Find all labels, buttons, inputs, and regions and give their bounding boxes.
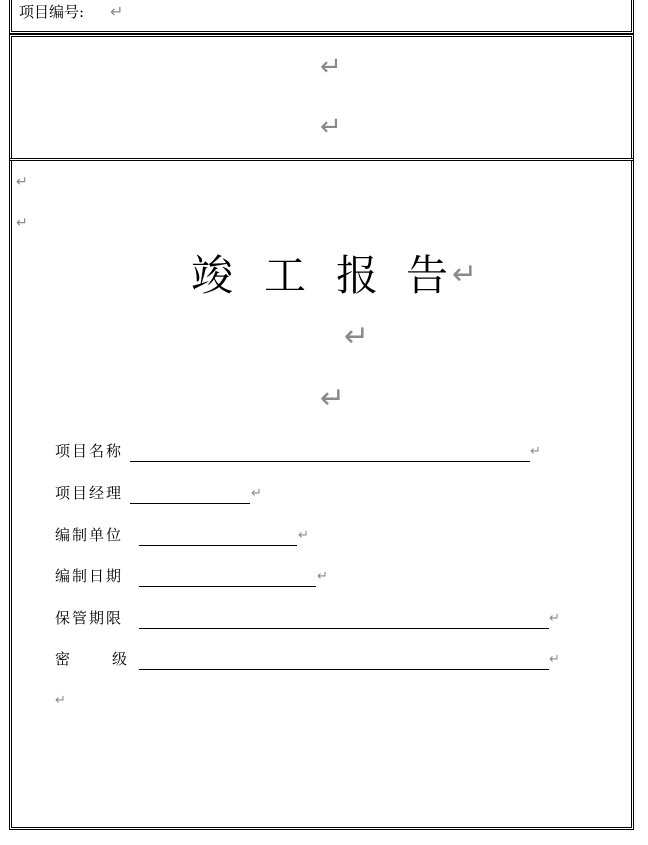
- field-label-project-name: 项目名称: [55, 442, 124, 460]
- paragraph-mark: ↵: [16, 215, 28, 231]
- paragraph-mark: ↵: [549, 611, 560, 626]
- title-char: 告: [406, 251, 449, 300]
- project-number-label: 项目编号:: [19, 3, 85, 21]
- paragraph-mark: ↵: [452, 257, 478, 292]
- paragraph-mark: ↵: [317, 569, 328, 584]
- paragraph-mark: ↵: [344, 319, 370, 354]
- paragraph-mark: ↵: [110, 2, 124, 21]
- paragraph-mark: ↵: [530, 444, 541, 459]
- paragraph-mark: ↵: [320, 381, 346, 416]
- paragraph-mark: ↵: [16, 174, 28, 190]
- project-number-row: [9, 0, 634, 34]
- field-line-security-level[interactable]: [139, 669, 549, 670]
- field-label-retention-period: 保管期限: [55, 609, 124, 627]
- field-label-security-level-a: 密: [55, 650, 71, 668]
- paragraph-mark: ↵: [298, 528, 309, 543]
- title-char: 报: [336, 251, 379, 300]
- field-line-project-manager[interactable]: [130, 503, 250, 504]
- paragraph-mark: ↵: [55, 693, 66, 708]
- paragraph-mark: ↵: [549, 652, 560, 667]
- paragraph-mark: ↵: [251, 486, 262, 501]
- field-line-project-name[interactable]: [130, 461, 530, 462]
- title-char: 工: [264, 251, 307, 300]
- field-label-prepared-date: 编制日期: [55, 567, 124, 585]
- paragraph-mark: ↵: [320, 52, 342, 82]
- title-char: 竣: [191, 251, 234, 300]
- field-label-project-manager: 项目经理: [55, 484, 124, 502]
- field-label-prepared-by: 编制单位: [55, 526, 124, 544]
- field-line-prepared-date[interactable]: [139, 586, 316, 587]
- field-line-prepared-by[interactable]: [139, 545, 297, 546]
- field-label-security-level-b: 级: [112, 650, 128, 668]
- paragraph-mark: ↵: [320, 112, 342, 142]
- field-line-retention-period[interactable]: [139, 628, 549, 629]
